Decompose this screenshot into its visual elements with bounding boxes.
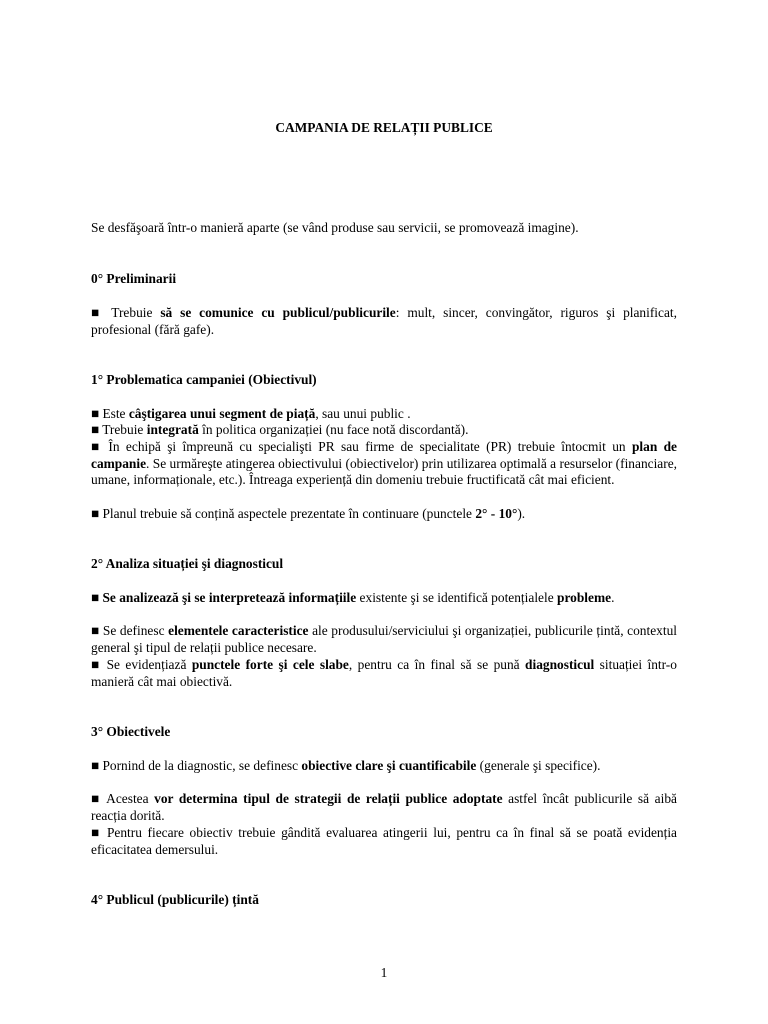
bullet-icon: ■ (91, 406, 100, 421)
section-heading-3: 3° Obiectivele (91, 724, 171, 739)
bullet-icon: ■ (91, 590, 100, 605)
intro-paragraph (91, 220, 677, 237)
s0-paragraph-1: ■ Trebuie să se comunice cu publicul/publicurile: mult, sincer, convingător, riguros şi planificat, profesional (fără gafe). (91, 305, 677, 337)
s1-paragraph-2: ■ Trebuie integrată în politica organizației (nu face notă discordantă). (91, 422, 469, 437)
s1-paragraph-1: ■ Este câştigarea unui segment de piață, sau unui public . (91, 406, 411, 421)
bullet-icon: ■ (91, 506, 100, 521)
bullet-icon: ■ (91, 623, 100, 638)
section-heading-1: 1° Problematica campaniei (Obiectivul) (91, 372, 317, 387)
s1-paragraph-3: ■ În echipă şi împreună cu specialişti PR sau firme de specialitate (PR) trebuie întocmit un plan de campanie. Se urmăreşte atingerea obiectivului (obiectivelor) prin utilizarea optimală a resurselor (financiare, umane, informaționale, etc.). Întreaga experiență din domeniu trebuie fructificată cât mai eficient. (91, 439, 677, 488)
s2-paragraph-2: ■ Se definesc elementele caracteristice ale produsului/serviciului şi organizației, publicurile țintă, contextul general şi tipul de relații publice necesare. (91, 623, 677, 655)
s3-paragraph-3: ■ Pentru fiecare obiectiv trebuie gândită evaluarea atingerii lui, pentru ca în final să se poată evidenția eficacitatea demersului. (91, 825, 678, 857)
bullet-icon: ■ (91, 657, 102, 672)
bullet-icon: ■ (91, 791, 102, 806)
s1-paragraph-4: ■ Planul trebuie să conțină aspectele prezentate în continuare (punctele 2° - 10°). (91, 506, 526, 521)
bullet-icon: ■ (91, 305, 104, 320)
page-number: 1 (380, 965, 388, 980)
section-heading-4: 4° Publicul (publicurile) țintă (91, 892, 259, 907)
section-heading-2: 2° Analiza situației şi diagnosticul (91, 556, 284, 571)
section-heading-0: 0° Preliminarii (91, 271, 177, 286)
intro-text: Se desfăşoară într-o manieră aparte (se vând produse sau servicii, se promovează imagine). (91, 220, 579, 235)
bullet-icon: ■ (91, 758, 100, 773)
s2-paragraph-1: ■ Se analizează şi se interpretează informațiile existente şi se identifică potențialele probleme. (91, 590, 615, 605)
page-title: CAMPANIA DE RELAȚII PUBLICE (275, 120, 493, 135)
bullet-icon: ■ (91, 422, 100, 437)
bullet-icon: ■ (91, 825, 102, 840)
s3-paragraph-1: ■ Pornind de la diagnostic, se definesc obiective clare şi cuantificabile (generale şi specifice). (91, 758, 601, 773)
bullet-icon: ■ (91, 439, 103, 454)
s3-paragraph-2: ■ Acestea vor determina tipul de strategii de relații publice adoptate astfel încât publicurile să aibă reacția dorită. (91, 791, 677, 823)
s2-paragraph-3: ■ Se evidențiază punctele forte şi cele slabe, pentru ca în final să se pună diagnosticul situației într-o manieră cât mai obiectivă. (91, 657, 677, 689)
